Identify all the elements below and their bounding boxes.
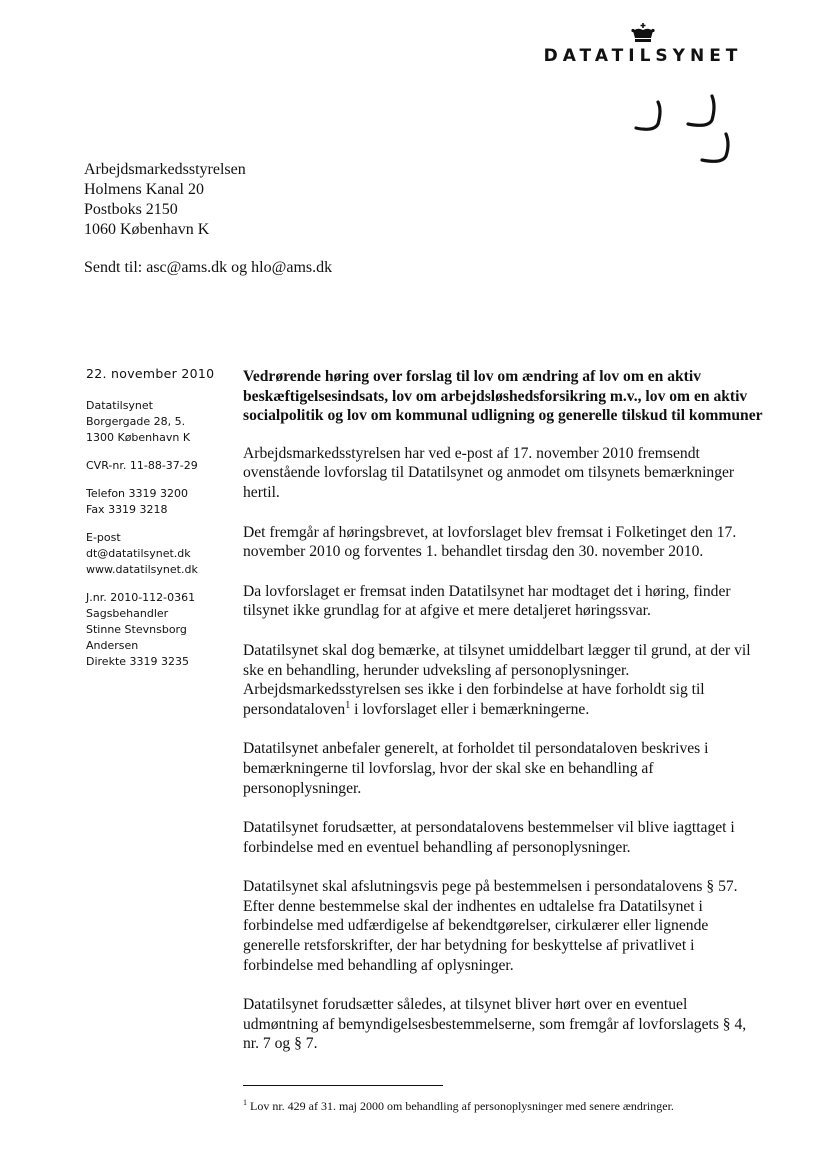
paragraph-3: Da lovforslaget er fremsat inden Datatilsynet har modtaget det i høring, finder tilsynet ikke grundlag for at afgive et mere detaljeret høringssvar. <box>243 582 731 620</box>
footnote-number: 1 <box>243 1098 247 1107</box>
paragraph-5: Datatilsynet anbefaler generelt, at forholdet til persondataloven beskrives i bemærkningerne til lovforslag, hvor der skal ske en behandling af personoplysninger. <box>243 740 709 797</box>
royal-crown-icon <box>630 22 656 44</box>
sender-sidebar <box>86 366 236 682</box>
letterhead-logo <box>530 22 756 66</box>
case-info <box>86 590 236 670</box>
fax-line: Fax 3319 3218 <box>86 503 168 516</box>
website: www.datatilsynet.dk <box>86 563 198 576</box>
received-stamp-marks <box>630 90 740 170</box>
paragraph-4-text: Datatilsynet skal dog bemærke, at tilsynet umiddelbart lægger til grund, at der vil ske en behandling, herunder udveksling af personoplysninger. Arbejdsmarkedsstyrelsen ses ikke i den forbindelse at have forholdt sig til persondataloven <box>243 641 751 718</box>
email-label: E-post <box>86 531 121 544</box>
phone-line: Telefon 3319 3200 <box>86 487 188 500</box>
paragraph-8: Datatilsynet forudsætter således, at tilsynet bliver hørt over en eventuel udmøntning af bemyndigelsesbestemmelserne, som fremgår af lovforslagets § 4, nr. 7 og § 7. <box>243 996 747 1053</box>
case-handler-label: Sagsbehandler <box>86 607 169 620</box>
sender-address <box>86 398 236 446</box>
recipient-line: 1060 København K <box>84 221 210 238</box>
brand-name: DATATILSYNET <box>543 46 743 66</box>
case-handler-name: Stinne Stevnsborg <box>86 623 187 636</box>
paragraph-4 <box>243 641 765 719</box>
email-info <box>86 530 236 578</box>
direct-phone: Direkte 3319 3235 <box>86 655 190 668</box>
footnote <box>243 1098 674 1114</box>
letter-body <box>243 367 765 1054</box>
recipient-line: Arbejdsmarkedsstyrelsen <box>84 161 246 178</box>
letter-date: 22. november 2010 <box>86 366 215 381</box>
letter-subject: Vedrørende høring over forslag til lov om ændring af lov om en aktiv beskæftigelsesindsats, lov om arbejdsløshedsforsikring m.v., lov om en aktiv socialpolitik og lov om kommunal udligning og generelle tilskud til kommuner <box>243 368 763 425</box>
footnote-divider <box>243 1085 443 1086</box>
cvr-line: CVR-nr. 11-88-37-29 <box>86 459 198 472</box>
email-address: dt@datatilsynet.dk <box>86 547 191 560</box>
paragraph-1: Arbejdsmarkedsstyrelsen har ved e-post af 17. november 2010 fremsendt ovenstående lovforslag til Datatilsynet og anmodet om tilsynets bemærkninger hertil. <box>243 444 735 501</box>
cvr-number <box>86 458 236 474</box>
paragraph-4-text-end: i lovforslaget eller i bemærkningerne. <box>350 700 590 718</box>
recipient-address <box>84 160 246 240</box>
footnote-text: Lov nr. 429 af 31. maj 2000 om behandling af personoplysninger med senere ændringer. <box>247 1099 674 1113</box>
case-number: J.nr. 2010-112-0361 <box>86 591 196 604</box>
paragraph-6: Datatilsynet forudsætter, at persondatalovens bestemmelser vil blive iagttaget i forbindelse med en eventuel behandling af personoplysninger. <box>243 819 735 856</box>
sent-to-line: Sendt til: asc@ams.dk og hlo@ams.dk <box>84 259 333 276</box>
recipient-line: Postboks 2150 <box>84 201 178 218</box>
sender-line: Datatilsynet <box>86 399 153 412</box>
sender-line: 1300 København K <box>86 431 191 444</box>
paragraph-7: Datatilsynet skal afslutningsvis pege på bestemmelsen i persondatalovens § 57. Efter denne bestemmelse skal der indhentes en udtalelse fra Datatilsynet i forbindelse med udfærdigelse af bekendtgørelser, cirkulærer eller lignende generelle retsforskrifter, der har betydning for beskyttelse af privatlivet i forbindelse med behandling af oplysninger. <box>243 878 738 974</box>
sender-line: Borgergade 28, 5. <box>86 415 186 428</box>
recipient-line: Holmens Kanal 20 <box>84 181 204 198</box>
case-handler-surname: Andersen <box>86 639 139 652</box>
phone-info <box>86 486 236 518</box>
footnote-reference[interactable]: 1 <box>345 699 351 711</box>
paragraph-2: Det fremgår af høringsbrevet, at lovforslaget blev fremsat i Folketinget den 17. november 2010 og forventes 1. behandlet tirsdag den 30. november 2010. <box>243 523 737 561</box>
